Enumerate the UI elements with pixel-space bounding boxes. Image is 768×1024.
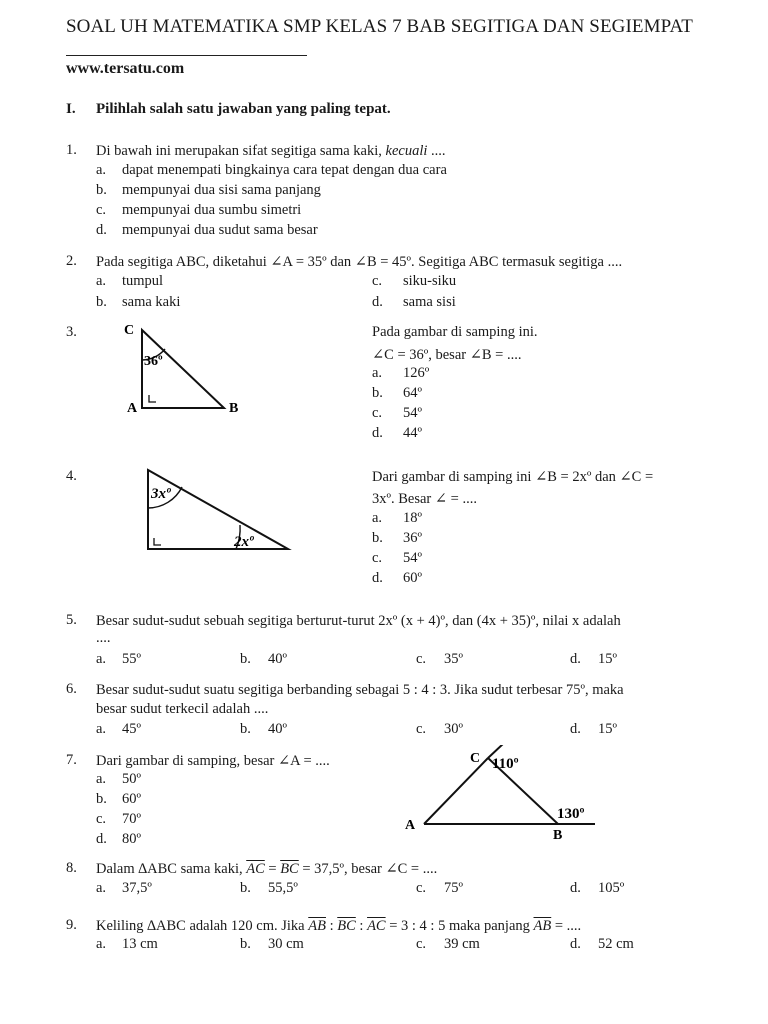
option-letter: d.	[570, 721, 581, 737]
question-number: 5.	[66, 612, 77, 628]
segment-bc: $\overline{BC}$	[280, 861, 299, 877]
option-text: 80º	[122, 831, 141, 847]
segment-ab-answer: $\overline{AB}$	[533, 918, 552, 934]
question-text-part: = ....	[554, 918, 582, 934]
question-text	[96, 141, 446, 161]
option-text: 60º	[122, 791, 141, 807]
option-text: mempunyai dua sumbu simetri	[122, 202, 302, 218]
question-text-part: ....	[431, 143, 446, 159]
question-text-line2: 3xº. Besar ∠ = ....	[372, 491, 477, 507]
option-text: 50º	[122, 771, 141, 787]
option-letter: a.	[96, 771, 107, 787]
question-text-line2: besar sudut terkecil adalah ....	[96, 701, 269, 717]
question-number: 9.	[66, 917, 77, 933]
question-text: Dari gambar di samping, besar ∠A = ....	[96, 753, 330, 769]
question-emphasis: kecuali	[385, 143, 428, 159]
right-angle-mark	[154, 538, 161, 545]
option-text: 15º	[598, 721, 617, 737]
option-text: 45º	[122, 721, 141, 737]
option-letter: a.	[96, 162, 107, 178]
option-text: 75º	[444, 880, 463, 896]
question-text-line2: ....	[96, 630, 111, 646]
option-letter: c.	[416, 721, 427, 737]
triangle-shape	[142, 330, 224, 408]
option-text: 54º	[403, 550, 422, 566]
question-text-line1: Dari gambar di samping ini ∠B = 2xº dan ∠C =	[372, 469, 654, 485]
option-text: 39 cm	[444, 936, 480, 952]
question-text-part: Keliling ∆ABC adalah 120 cm. Jika	[96, 918, 305, 934]
question-number: 4.	[66, 468, 77, 484]
option-text: 126º	[403, 365, 430, 381]
option-letter: b.	[96, 294, 107, 310]
option-text: 30 cm	[268, 936, 304, 952]
option-text: 36º	[403, 530, 422, 546]
vertex-label-a: A	[405, 818, 416, 833]
option-letter: b.	[96, 182, 107, 198]
triangle-figure-q3	[118, 318, 258, 418]
option-letter: b.	[372, 530, 383, 546]
option-letter: b.	[240, 651, 251, 667]
option-text: mempunyai dua sudut sama besar	[122, 222, 318, 238]
angle-label-right: 2xº	[234, 534, 254, 550]
triangle-figure-q4	[140, 462, 300, 557]
option-letter: c.	[372, 273, 383, 289]
question-number: 7.	[66, 752, 77, 768]
option-letter: b.	[240, 721, 251, 737]
segment-ac: $\overline{AC}$	[246, 861, 265, 877]
question-number: 1.	[66, 142, 77, 158]
ratio-colon: :	[329, 918, 334, 934]
option-text: 55º	[122, 651, 141, 667]
question-number: 3.	[66, 324, 77, 340]
question-text-line2: ∠C = 36º, besar ∠B = ....	[372, 347, 522, 363]
option-letter: c.	[416, 936, 427, 952]
option-letter: d.	[372, 294, 383, 310]
option-letter: c.	[416, 651, 427, 667]
option-text: mempunyai dua sisi sama panjang	[122, 182, 321, 198]
question-text-part: Dalam ∆ABC sama kaki,	[96, 861, 243, 877]
angle-label-top: 3xº	[151, 486, 171, 502]
option-letter: a.	[372, 510, 383, 526]
angle-label-c: 110º	[492, 756, 519, 772]
option-letter: b.	[372, 385, 383, 401]
section-instruction: Pilihlah salah satu jawaban yang paling tepat.	[96, 101, 391, 117]
option-text: 44º	[403, 425, 422, 441]
triangle-shape	[148, 470, 288, 549]
question-number: 2.	[66, 253, 77, 269]
option-text: 18º	[403, 510, 422, 526]
question-number: 8.	[66, 860, 77, 876]
vertex-label-b: B	[229, 401, 239, 416]
option-letter: a.	[96, 721, 107, 737]
option-letter: d.	[570, 936, 581, 952]
ratio-colon: :	[359, 918, 364, 934]
question-text-part: Di bawah ini merupakan sifat segitiga sama kaki,	[96, 143, 382, 159]
option-text: dapat menempati bingkainya cara tepat dengan dua cara	[122, 162, 447, 178]
question-text: Pada segitiga ABC, diketahui ∠A = 35º dan ∠B = 45º. Segitiga ABC termasuk segitiga ....	[96, 254, 623, 270]
option-letter: a.	[372, 365, 383, 381]
option-text: 13 cm	[122, 936, 158, 952]
option-letter: d.	[96, 831, 107, 847]
option-letter: a.	[96, 273, 107, 289]
option-letter: b.	[240, 880, 251, 896]
website-label: www.tersatu.com	[66, 60, 185, 77]
question-text	[96, 859, 437, 879]
option-letter: c.	[96, 202, 107, 218]
vertex-label-a: A	[127, 401, 138, 416]
question-text-line1: Pada gambar di samping ini.	[372, 324, 538, 340]
page-title: SOAL UH MATEMATIKA SMP KELAS 7 BAB SEGITIGA DAN SEGIEMPAT	[66, 16, 693, 37]
option-letter: c.	[372, 405, 383, 421]
question-text-part: = 3 : 4 : 5 maka panjang	[389, 918, 530, 934]
question-number: 6.	[66, 681, 77, 697]
option-text: siku-siku	[403, 273, 457, 289]
option-text: 70º	[122, 811, 141, 827]
option-letter: c.	[416, 880, 427, 896]
segment-ab: $\overline{AB}$	[308, 918, 326, 934]
option-letter: d.	[372, 570, 383, 586]
option-letter: c.	[372, 550, 383, 566]
angle-label: 36º	[144, 354, 163, 369]
option-text: 55,5º	[268, 880, 298, 896]
option-letter: d.	[570, 651, 581, 667]
option-text: 30º	[444, 721, 463, 737]
vertex-label-c: C	[470, 751, 481, 766]
option-text: 105º	[598, 880, 625, 896]
segment-bc: $\overline{BC}$	[337, 918, 356, 934]
side-ac	[424, 758, 488, 824]
option-text: 52 cm	[598, 936, 634, 952]
option-text: 64º	[403, 385, 422, 401]
option-text: 35º	[444, 651, 463, 667]
option-text: tumpul	[122, 273, 164, 289]
equals-sign: =	[268, 861, 277, 877]
angle-label-b: 130º	[557, 806, 585, 822]
option-letter: d.	[570, 880, 581, 896]
option-text: 40º	[268, 651, 287, 667]
option-letter: d.	[96, 222, 107, 238]
option-text: sama kaki	[122, 294, 181, 310]
option-text: 54º	[403, 405, 422, 421]
option-letter: b.	[240, 936, 251, 952]
option-letter: a.	[96, 936, 107, 952]
option-letter: b.	[96, 791, 107, 807]
question-text-line1: Besar sudut-sudut suatu segitiga berbanding sebagai 5 : 4 : 3. Jika sudut terbesar 75º, maka	[96, 682, 624, 698]
triangle-figure-q7	[400, 745, 600, 845]
right-angle-mark	[149, 395, 156, 402]
option-letter: a.	[96, 880, 107, 896]
option-text: 15º	[598, 651, 617, 667]
option-text: 40º	[268, 721, 287, 737]
option-text: 37,5º	[122, 880, 152, 896]
vertex-label-c: C	[124, 323, 135, 338]
option-text: sama sisi	[403, 294, 456, 310]
option-text: 60º	[403, 570, 422, 586]
question-text-part: = 37,5º, besar ∠C = ....	[302, 861, 438, 877]
question-text-line1: Besar sudut-sudut sebuah segitiga berturut-turut 2xº (x + 4)º, dan (4x + 35)º, nilai x adalah	[96, 613, 621, 629]
title-underline	[66, 55, 307, 56]
section-number: I.	[66, 101, 76, 117]
segment-ac: $\overline{AC}$	[367, 918, 386, 934]
question-text	[96, 916, 581, 936]
option-letter: c.	[96, 811, 107, 827]
option-letter: a.	[96, 651, 107, 667]
option-letter: d.	[372, 425, 383, 441]
vertex-label-b: B	[553, 828, 563, 843]
